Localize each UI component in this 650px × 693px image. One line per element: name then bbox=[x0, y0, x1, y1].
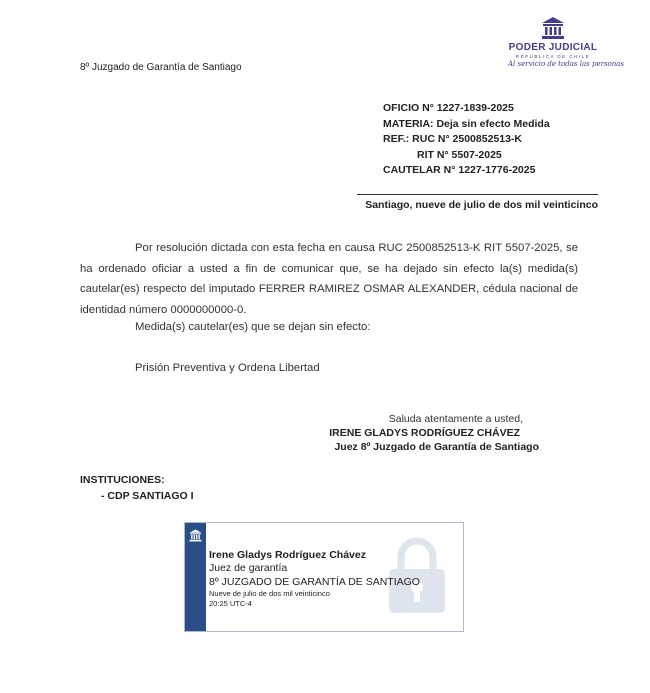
courthouse-icon bbox=[541, 16, 565, 40]
courthouse-icon bbox=[189, 529, 202, 542]
ruc-reference: REF.: RUC N° 2500852513-K bbox=[383, 133, 523, 145]
institutions-title: INSTITUCIONES: bbox=[80, 474, 165, 486]
rit-reference: RIT N° 5507-2025 bbox=[417, 148, 502, 161]
reference-block bbox=[383, 101, 550, 179]
judge-title: Juez 8º Juzgado de Garantía de Santiago bbox=[334, 441, 539, 453]
signature-date: Nueve de julio de dos mil veinticinco bbox=[209, 589, 330, 598]
logo-motto: Al servicio de todas las personas bbox=[508, 60, 625, 68]
body-paragraph bbox=[80, 238, 578, 320]
signature-bar bbox=[185, 523, 206, 631]
materia: MATERIA: Deja sin efecto Medida bbox=[383, 117, 550, 130]
institution-item: - CDP SANTIAGO I bbox=[101, 490, 194, 502]
logo-subtitle: REPÚBLICA DE CHILE bbox=[515, 54, 591, 59]
signer-name: Irene Gladys Rodríguez Chávez bbox=[209, 549, 366, 561]
judge-name: IRENE GLADYS RODRÍGUEZ CHÁVEZ bbox=[329, 427, 520, 439]
body-paragraph-text: Por resolución dictada con esta fecha en causa RUC 2500852513-K RIT 5507-2025, se ha ordenado oficiar a usted a fin de comunicar que, se ha dejado sin efecto la(s) medida(s) cautelar(es) respecto del imputado FERRER RAMIREZ OSMAR ALEXANDER, cédula nacional de identidad número 0000000000-0. bbox=[80, 242, 578, 316]
closing-block bbox=[329, 412, 539, 454]
oficio-number: OFICIO N° 1227-1839-2025 bbox=[383, 102, 514, 114]
signer-role: Juez de garantía bbox=[209, 562, 288, 574]
poder-judicial-logo bbox=[508, 16, 625, 68]
logo-title: PODER JUDICIAL bbox=[508, 42, 598, 53]
signature-time: 20:25 UTC-4 bbox=[209, 598, 252, 608]
date-line: Santiago, nueve de julio de dos mil veinticinco bbox=[365, 199, 598, 211]
signer-court: 8º JUZGADO DE GARANTÍA DE SANTIAGO bbox=[209, 575, 420, 588]
signature-text bbox=[209, 548, 420, 608]
electronic-signature-box bbox=[184, 522, 464, 632]
cautelar-number: CAUTELAR N° 1227-1776-2025 bbox=[383, 164, 536, 176]
salutation: Saluda atentamente a usted, bbox=[388, 413, 523, 425]
divider bbox=[357, 194, 598, 195]
court-header: 8º Juzgado de Garantía de Santiago bbox=[80, 62, 242, 73]
measures-value: Prisión Preventiva y Ordena Libertad bbox=[135, 362, 320, 374]
measures-label: Medida(s) cautelar(es) que se dejan sin efecto: bbox=[135, 321, 371, 333]
